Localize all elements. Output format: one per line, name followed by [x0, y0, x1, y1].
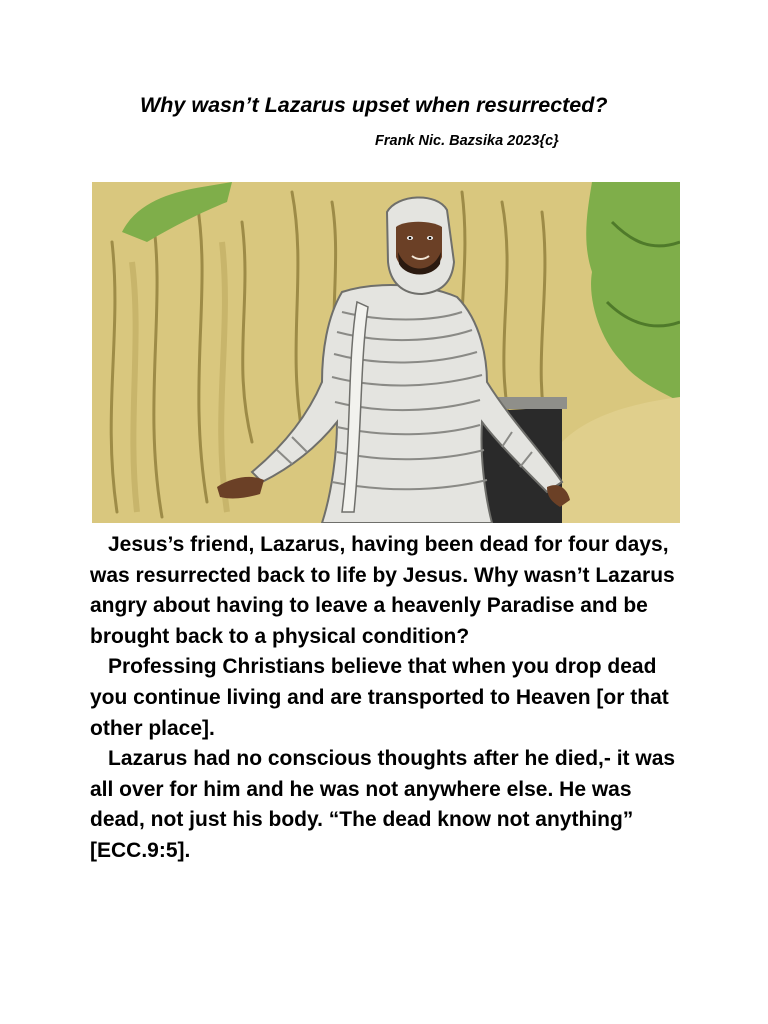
lazarus-illustration — [92, 182, 680, 523]
author-line: Frank Nic. Bazsika 2023{c} — [375, 133, 559, 149]
paragraph-1: Jesus’s friend, Lazarus, having been dead for four days, was resurrected back to life by Jesus. Why wasn’t Lazarus angry about having to leave a heavenly Paradise and be brought back to a physical condition? — [90, 533, 675, 648]
paragraph-2: Professing Christians believe that when you drop dead you continue living and are transported to Heaven [or that other place]. — [90, 655, 669, 740]
paragraph-3: Lazarus had no conscious thoughts after he died,- it was all over for him and he was not anywhere else. He was dead, not just his body. “The dead know not anything” [ECC.9:5]. — [90, 747, 676, 862]
article-body — [90, 530, 690, 867]
page-title: Why wasn’t Lazarus upset when resurrected? — [140, 93, 608, 117]
